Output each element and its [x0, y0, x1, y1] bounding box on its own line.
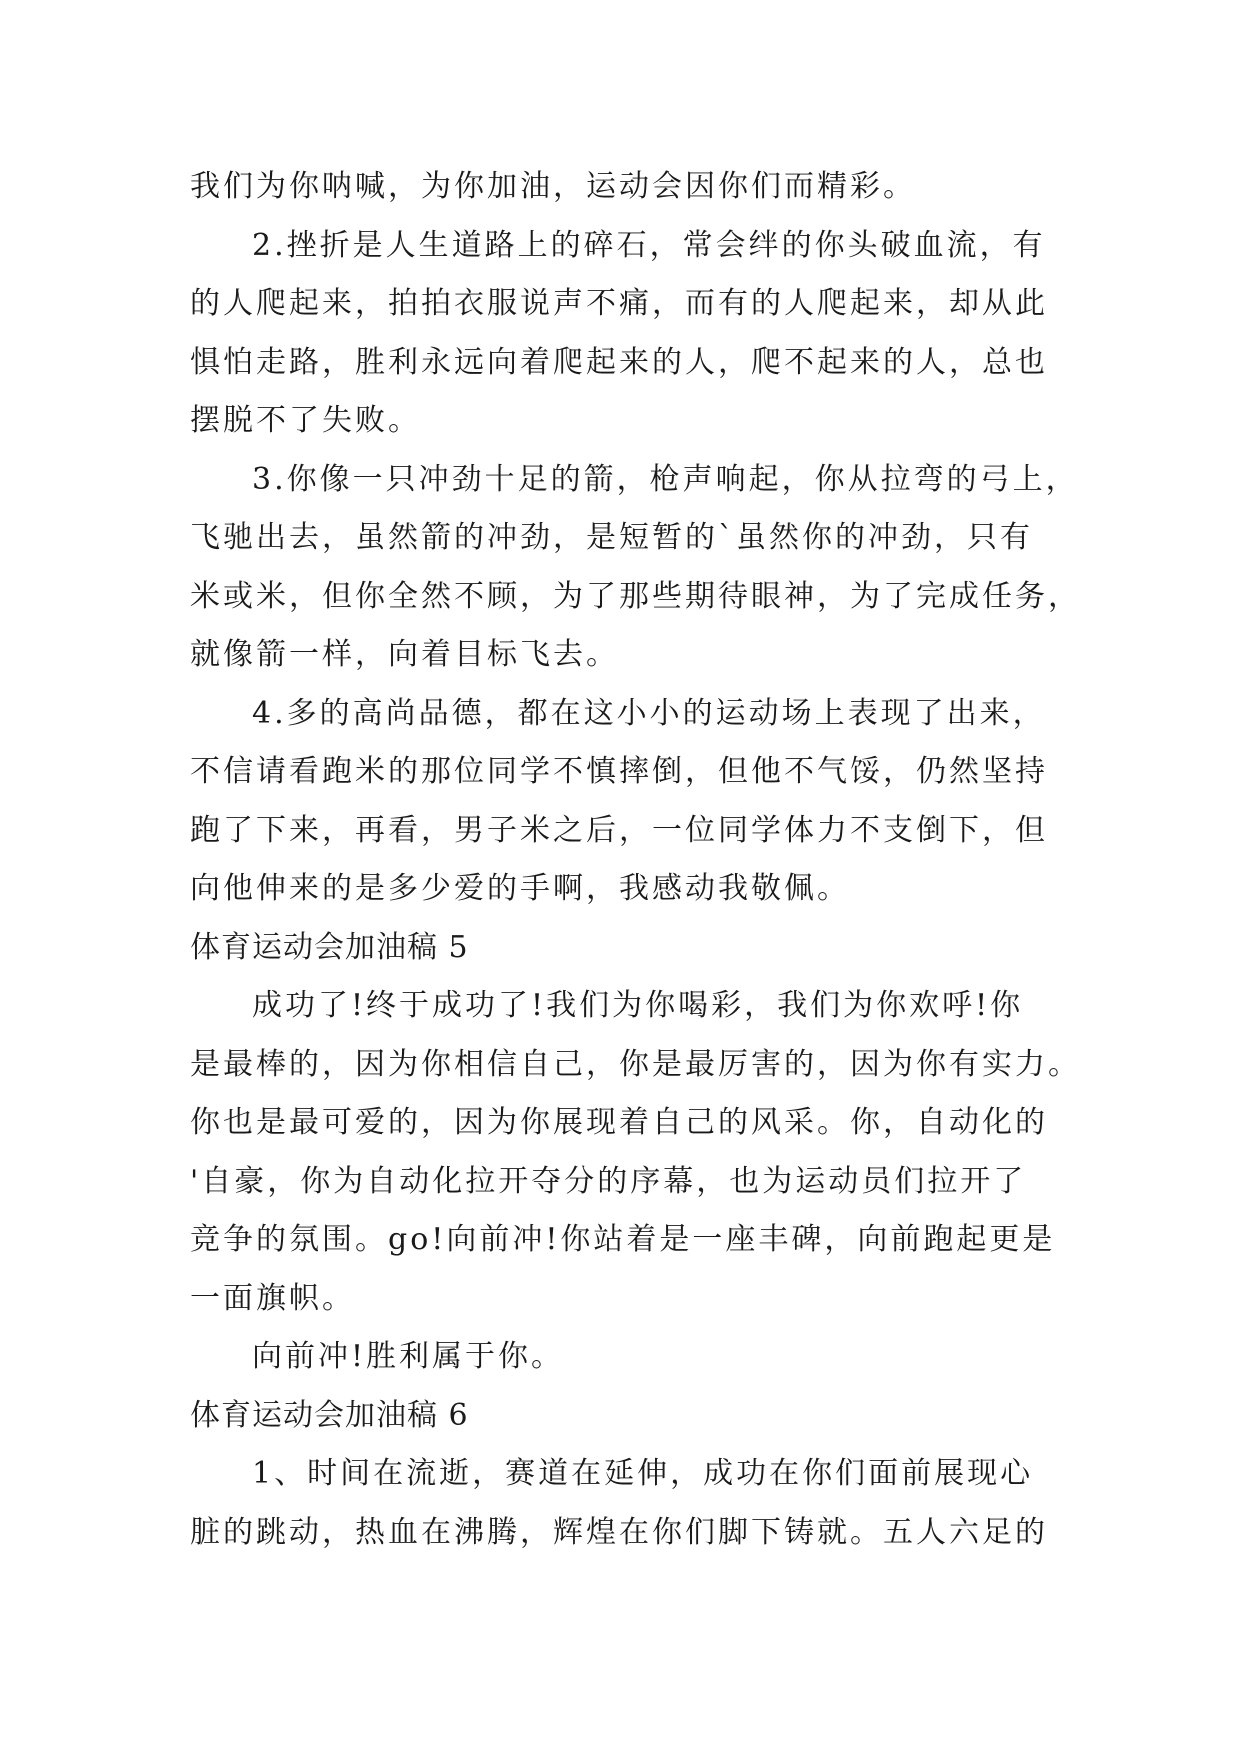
text-line: 是最棒的，因为你相信自己，你是最厉害的，因为你有实力。: [190, 1046, 1081, 1082]
text-line: 飞驰出去，虽然箭的冲劲，是短暂的`虽然你的冲劲，只有: [190, 520, 1033, 555]
text-line: 4.多的高尚品德，都在这小小的运动场上表现了出来，: [252, 695, 1046, 731]
text-line: 1、时间在流逝，赛道在延伸，成功在你们面前展现心: [252, 1456, 1034, 1491]
text-line: 竞争的氛围。go!向前冲!你站着是一座丰碑，向前跑起更是: [190, 1222, 1056, 1257]
text-line: 就像箭一样，向着目标飞去。: [190, 637, 619, 672]
text-line: 惧怕走路，胜利永远向着爬起来的人，爬不起来的人，总也: [190, 344, 1048, 380]
text-line: 你也是最可爱的，因为你展现着自己的风采。你，自动化的: [190, 1105, 1048, 1140]
text-line: 跑了下来，再看，男子米之后，一位同学体力不支倒下，但: [190, 812, 1048, 848]
text-line: 的人爬起来，拍拍衣服说声不痛，而有的人爬起来，却从此: [190, 286, 1048, 321]
text-line: 不信请看跑米的那位同学不慎摔倒，但他不气馁，仍然坚持: [190, 754, 1048, 789]
text-line: 2.挫折是人生道路上的碎石，常会绊的你头破血流，有: [252, 227, 1046, 263]
text-line: 我们为你呐喊，为你加油，运动会因你们而精彩。: [190, 169, 916, 204]
text-line: 向前冲!胜利属于你。: [252, 1339, 565, 1374]
text-line: '自豪，你为自动化拉开夺分的序幕，也为运动员们拉开了: [190, 1163, 1027, 1199]
section-heading: 体育运动会加油稿 5: [190, 929, 469, 965]
text-line: 成功了!终于成功了!我们为你喝彩，我们为你欢呼!你: [252, 988, 1024, 1023]
text-line: 3.你像一只冲劲十足的箭，枪声响起，你从拉弯的弓上，: [252, 461, 1079, 497]
text-line: 一面旗帜。: [190, 1280, 355, 1316]
text-line: 米或米，但你全然不顾，为了那些期待眼神，为了完成任务，: [190, 578, 1081, 614]
body-text: [190, 158, 1081, 1562]
text-line: 脏的跳动，热血在沸腾，辉煌在你们脚下铸就。五人六足的: [190, 1514, 1048, 1550]
section-heading: 体育运动会加油稿 6: [190, 1397, 469, 1433]
text-line: 向他伸来的是多少爱的手啊，我感动我敬佩。: [190, 871, 850, 906]
text-line: 摆脱不了失败。: [190, 403, 421, 438]
